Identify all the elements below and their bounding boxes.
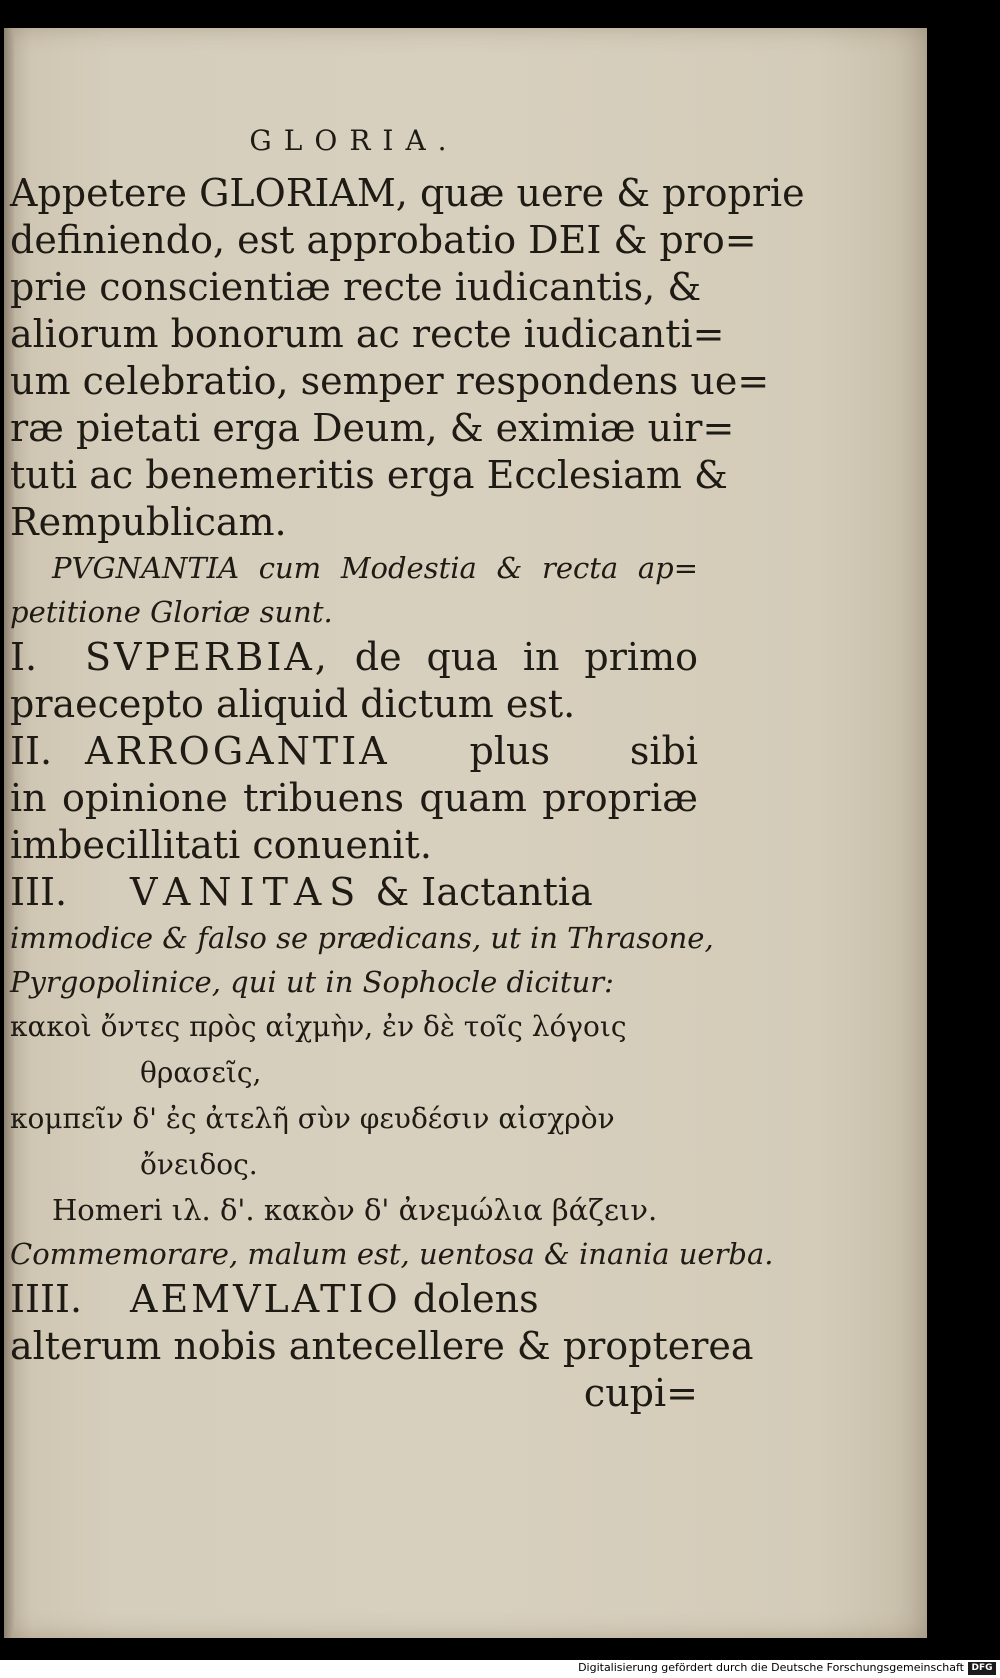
translation-line: Commemorare, malum est, uentosa & inania uerba. — [10, 1237, 774, 1271]
citation-line: Homeri ιλ. δ'. κακὸν δ' ἀνεμώλια βάζειν. — [52, 1193, 658, 1227]
item-number: IIII. — [10, 1277, 83, 1321]
greek-line: κομπεῖν δ' ἐς ἀτελῆ σὺν φευδέσιν αἰσχρὸν — [10, 1102, 615, 1135]
footer-bar — [0, 1660, 1000, 1678]
numbered-item — [10, 1276, 698, 1323]
item-number: I. — [10, 635, 38, 679]
running-head: GLORIA. — [249, 124, 459, 157]
item-heading: VANITAS — [130, 870, 364, 914]
item-text: dolens — [412, 1277, 539, 1321]
numbered-item — [10, 728, 698, 775]
text-line: tuti ac benemeritis erga Ecclesiam & — [10, 453, 728, 497]
greek-line: κακοὶ ὄντες πρὸς αἰχμὴν, ἐν δὲ τοῖς λόγοις — [10, 1010, 627, 1043]
text-line: in opinione tribuens quam propriæ — [10, 776, 698, 820]
text-line: ræ pietati erga Deum, & eximiæ uir= — [10, 406, 735, 450]
item-heading: SVPERBIA, — [85, 635, 330, 679]
text-line: praecepto aliquid dictum est. — [10, 682, 576, 726]
item-heading: ARROGANTIA — [85, 729, 390, 773]
item-number: III. — [10, 870, 68, 914]
text-line: prie conscientiæ recte iudicantis, & — [10, 265, 702, 309]
text-line: Rempublicam. — [10, 500, 287, 544]
text-line: definiendo, est approbatio DEI & pro= — [10, 218, 757, 262]
item-number: II. — [10, 729, 53, 773]
text-line: um celebratio, semper respondens ue= — [10, 359, 770, 403]
text-line: petitione Gloriæ sunt. — [10, 595, 333, 629]
item-text: plus sibi — [469, 729, 698, 773]
text-line: Pyrgopolinice, qui ut in Sophocle dicitur: — [10, 965, 614, 999]
greek-line: θρασεῖς, — [140, 1056, 262, 1089]
item-text: de qua in primo — [354, 635, 698, 679]
greek-line: ὄνειδος. — [140, 1148, 258, 1181]
text-line: immodice & falso se prædicans, ut in Thrasone, — [10, 921, 714, 955]
item-heading: AEMVLATIO — [130, 1277, 401, 1321]
numbered-item — [10, 869, 698, 916]
funding-credit: Digitalisierung gefördert durch die Deutsche Forschungsgemeinschaft — [578, 1661, 964, 1674]
item-text: & Iactantia — [375, 870, 593, 914]
section-heading: PVGNANTIA cum Modestia & recta ap= — [52, 551, 698, 585]
numbered-item — [10, 634, 698, 681]
page-text — [10, 110, 805, 1417]
text-line: imbecillitati conuenit. — [10, 823, 432, 867]
catchword: cupi= — [583, 1371, 698, 1415]
dfg-logo: DFG — [968, 1662, 996, 1675]
text-line: aliorum bonorum ac recte iudicanti= — [10, 312, 725, 356]
text-line: alterum nobis antecellere & propterea — [10, 1324, 754, 1368]
text-line: Appetere GLORIAM, quæ uere & proprie — [10, 171, 805, 215]
